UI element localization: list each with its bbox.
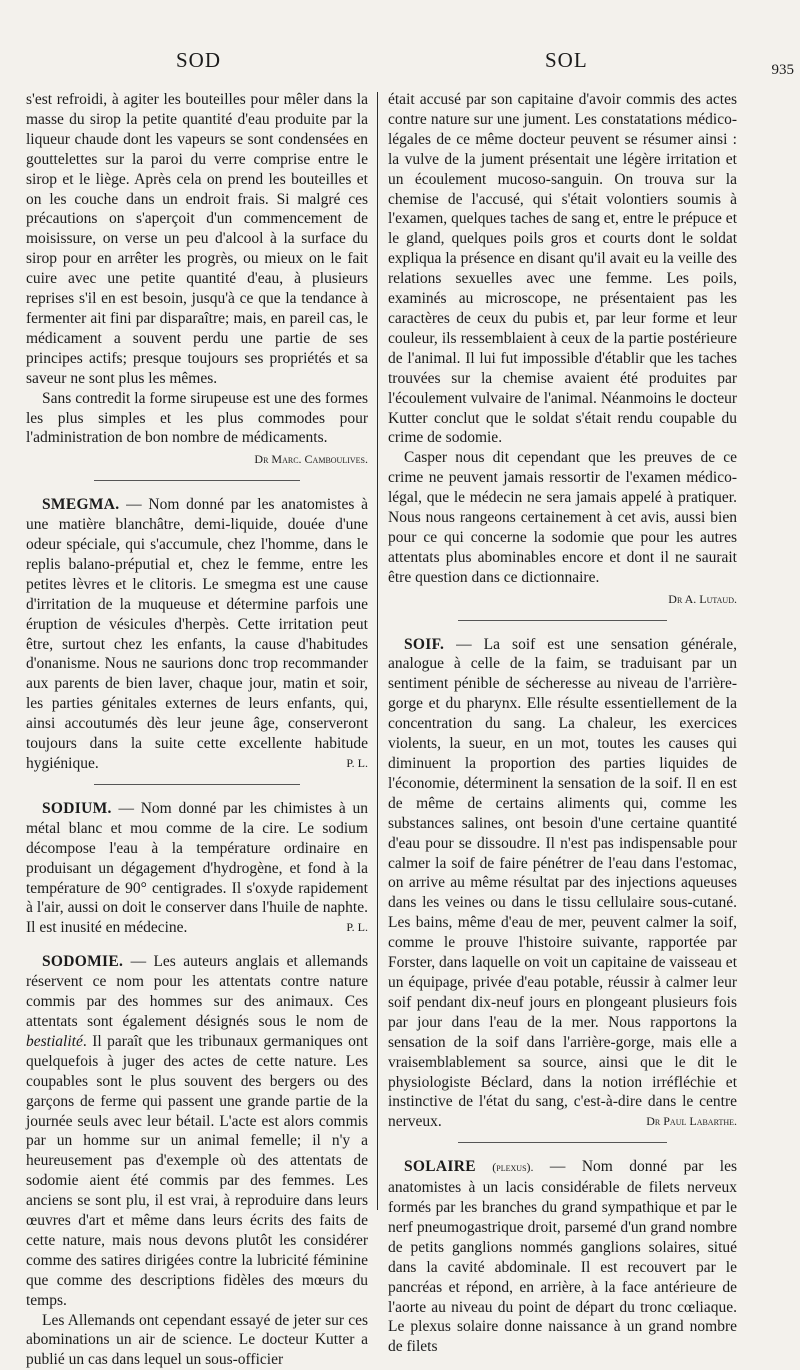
entry-text: — Nom donné par les anatomistes à une matière blanchâtre, demi-liquide, douée d'une odeur spéciale, qui s'accumule, chez l'homme, dans le replis balano-préputial et, chez le femme, entre les petites lèvres et le clitoris. Le smegma est une cause d'irritation de la muqueuse et détermine parfois une éruption de vésicules d'herpès. Cette irritation peut être, surtout chez les enfants, la cause d'habitudes d'onanisme. Nous ne saurions donc trop recommander aux parents de bien laver, chaque jour, matin et soir, les parties génitales externes de leurs enfants, qui, ainsi accoutumés dès leur jeune âge, conserveront toujours dans la suite cette excellente habitude hygiénique. <box>26 496 368 772</box>
author-signature: P. L. <box>346 920 368 935</box>
headword: SOLAIRE <box>404 1158 476 1176</box>
entry-divider <box>94 480 299 481</box>
headword: SMEGMA. <box>42 496 120 514</box>
page-number: 935 <box>771 62 794 78</box>
paragraph: s'est refroidi, à agiter les bouteilles pour mêler dans la masse du sirop la petite quantité d'eau produite par la liqueur chaude dont les vapeurs se sont condensées en gouttelettes sur la paroi du verre comprise entre le sirop et le liège. Après cela on prend les bouteilles et on les couche dans un endroit frais. Si malgré ces précautions on s'aperçoit d'un commencement de moisissure, on verse un peu d'alcool à la surface du sirop pour en arrêter les progrès, ou mieux on le fait cuire avec une petite quantité d'eau, à plusieurs reprises s'il en est besoin, jusqu'à ce que la tendance à fermenter ait fini par disparaître; mais, en pareil cas, le médicament a souvent perdu une partie de ses principes actifs; presque toujours ses propriétés et sa saveur ne sont plus les mêmes. <box>26 91 368 387</box>
entry-solaire <box>388 1157 737 1357</box>
paragraph: était accusé par son capitaine d'avoir commis des actes contre nature sur une jument. Les constatations médico-légales de ce même docteur peuvent se résumer ainsi : la vulve de la jument présentait une légère irritation et un écoulement mucoso-sanguin. On trouva sur la chemise de l'accusé, qui s'était volontiers soumis à l'examen, quelques taches de sang et, entre le prépuce et le gland, quelques poils gros et courts dont le soldat expliqua la présence en disant qu'il avait eu la veille des relations sexuelles avec une femme. Les poils, examinés au microscope, ne présentaient pas les caractères de ceux du pubis et, par leur forme et leur couleur, ils ressemblaient à ceux de la partie postérieure de l'animal. Il lui fut impossible d'établir que les taches trouvées sur la chemise avaient été produites par l'écoulement vulvaire de l'animal. Néanmoins le docteur Kutter conclut que le soldat s'était rendu coupable du crime de sodomie. <box>388 91 737 447</box>
entry-smegma <box>26 495 368 774</box>
entry-text: — Nom donné par les chimistes à un métal blanc et mou comme de la cire. Le sodium décompose l'eau à la température ordinaire en produisant un dégagement d'hydrogène, et fond à la température de 90° centigrades. Il s'oxyde rapidement à l'air, aussi on doit le conserver dans l'huile de naphte. Il est inusité en médecine. <box>26 799 368 937</box>
author-signature: P. L. <box>346 756 368 770</box>
author-signature: Dr A. Lutaud. <box>668 591 737 606</box>
headword: SOIF. <box>404 635 445 653</box>
headword: SODOMIE. <box>42 953 124 971</box>
subheadword: (plexus). <box>492 1160 534 1175</box>
entry-text: — La soif est une sensation générale, analogue à celle de la faim, se traduisant par un sentiment pénible de sécheresse au niveau de l'arrière-gorge et du pharynx. Elle résulte essentiellement de la concentration du sang. La chaleur, les exercices violents, la sueur, en un mot, toutes les causes qui diminuent la proportion des parties liquides de l'économie, déterminent la sensation de la soif. Il en est de même de certains aliments qui, comme les substances salines, ont besoin d'une certaine quantité d'eau pour se dissoudre. Il n'est pas indispensable pour calmer la soif de faire pénétrer de l'eau dans l'estomac, on arrive au même résultat par des injections aqueuses dans les veines ou dans le tissu cellulaire sous-cutané. Les bains, même d'eau de mer, peuvent calmer la soif, comme le prouve l'histoire suivante, rapportée par Forster, dans laquelle on voit un capitaine de vaisseau et un équipage, privée d'eau potable, réussir à calmer leur soif pendant dix-neuf jours en plongeant plusieurs fois par jour dans l'eau de la mer. Nous rapportons la sensation de la soif dans l'arrière-gorge, mais elle a vraisemblablement sa source, ainsi que le dit le physiologiste Béclard, dans la notion irréfléchie et instinctive de l'état du sang, c'est-à-dire dans le centre nerveux. <box>388 635 737 1131</box>
entry-text: . Il paraît que les tribunaux germaniques ont quelquefois à juger des actes de cette nature. Les coupables sont le plus souvent des bergers ou des garçons de ferme qui passent une grande partie de la journée seuls avec leur bétail. L'acte est alors commis par un homme sur un animal femelle; il n'y a heureusement pas d'exemple où des attentats de sodomie aient été commis par des femmes. Les anciens se sont plu, il est vrai, à reproduire dans leurs œuvres d'art et même dans leurs écrits des faits de cette nature, mais nous devons plutôt les considérer comme des satires dirigées contre la lubricité féminine que comme des descriptions fidèles des mœurs du temps. <box>26 1032 368 1309</box>
entry-sodomie <box>26 952 368 1370</box>
entry-text: — Les auteurs anglais et allemands réservent ce nom pour les attentats contre nature commis par des hommes sur des animaux. Ces attentats sont également désignés sous le nom de <box>26 953 368 1030</box>
entry-soif <box>388 635 737 1133</box>
paragraph: Sans contredit la forme sirupeuse est une des formes les plus simples et les plus commodes pour l'administration de bon nombre de médicaments. <box>26 389 368 447</box>
paragraph: Casper nous dit cependant que les preuves de ce crime ne peuvent jamais ressortir de l'examen médico-légal, que le médecin ne sera jamais appelé à pratiquer. Nous nous rangeons certainement à cet avis, aussi bien pour ce qui concerne la sodomie que pour les autres attentats plus abominables encore et dont il ne saurait être question dans ce dictionnaire. <box>388 449 737 586</box>
author-signature: Dr Paul Labarthe. <box>646 1114 737 1129</box>
entry-text: — Nom donné par les anatomistes à un lacis considérable de filets nerveux formés par les branches du grand sympathique et par le nerf pneumogastrique droit, parsemé d'un grand nombre de petits ganglions nommés ganglions solaires, situé dans la cavité abdominale. Il est recouvert par le pancréas et répond, en arrière, à la face antérieure de l'aorte au niveau du point de départ du tronc cœliaque. Le plexus solaire donne naissance à un grand nombre de filets <box>388 1158 738 1356</box>
entry-divider <box>458 620 667 621</box>
headword: SODIUM. <box>42 799 112 817</box>
entry-divider <box>94 784 299 785</box>
entry-sodium <box>26 799 368 938</box>
column-rule <box>377 92 378 1210</box>
paragraph: Les Allemands ont cependant essayé de jeter sur ces abominations un air de science. Le docteur Kutter a publié un cas dans lequel un sous-officier <box>26 1311 368 1369</box>
running-head-right: SOL <box>545 48 588 72</box>
entry-sodomie-continuation <box>388 90 737 610</box>
left-column <box>26 90 368 1370</box>
right-column <box>388 90 737 1357</box>
entry-sirop-continuation <box>26 90 368 470</box>
running-head-left: SOD <box>176 48 222 72</box>
italic-term: bestialité <box>26 1032 83 1050</box>
entry-divider <box>458 1142 667 1143</box>
author-signature: Dr Marc. Camboulives. <box>254 452 368 467</box>
